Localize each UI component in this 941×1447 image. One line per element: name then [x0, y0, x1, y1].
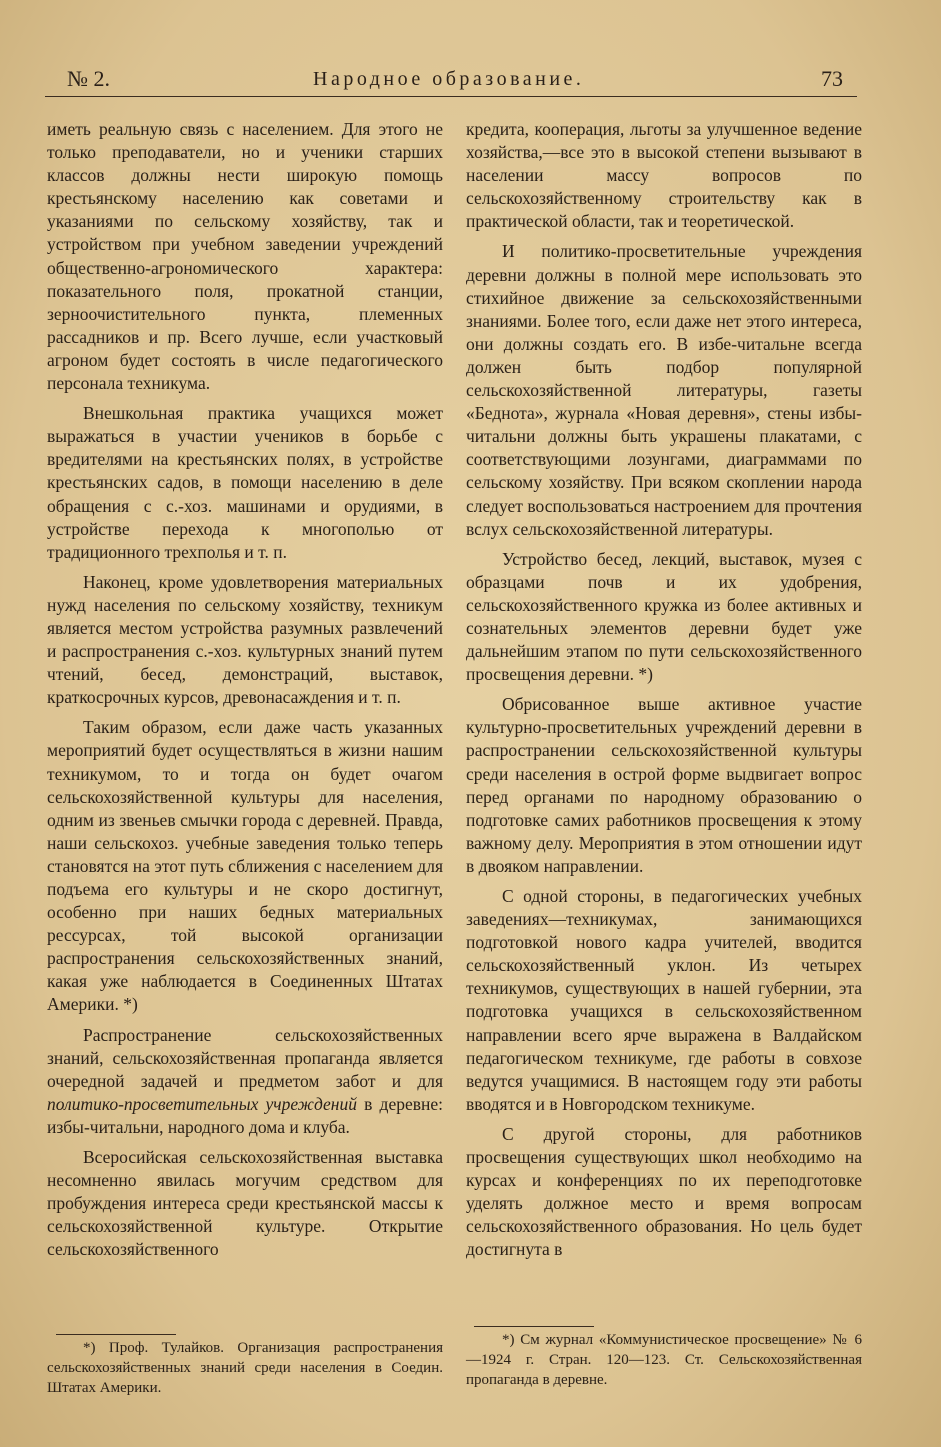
footnote-rule: [474, 1326, 594, 1327]
paragraph: Наконец, кроме удовлетворения материальных нужд населения по сельскому хозяйству, техникум является местом устройства разумных развлечений и распространения с.-хоз. культурных знаний путем чтений, бесед, демонстраций, выставок, краткосрочных курсов, древонасаждения и т. п.: [47, 571, 443, 708]
paragraph: Таким образом, если даже часть указанных мероприятий будет осуществляться в жизни нашим техникумом, то и тогда он будет очагом сельскохозяйственной культуры для населения, одним из звеньев смычки города с деревней. Правда, наши сельскохоз. учебные заведения только теперь становятся на этот путь сближения с населением для подъема его культуры и не скоро достигнут, особенно при наших бедных материальных рессурсах, той высокой организации распространения сельскохозяйственных знаний, какая уже наблюдается в Соединенных Штатах Америки. *): [47, 717, 443, 1015]
page-number: 73: [821, 66, 843, 91]
paragraph: С другой стороны, для работников просвещения существующих школ необходимо на курсах и конференциях по их переподготовке уделять должное место и время вопросам сельскохозяйственного образования. Но цель будет достигнута в: [466, 1123, 862, 1260]
left-footnote: [47, 1338, 443, 1398]
paragraph-text: Распространение сельскохозяйственных знаний, сельскохозяйственная пропаганда является очередной задачей и предметом забот и для: [47, 1024, 443, 1091]
journal-title: Народное образование.: [313, 68, 585, 90]
right-footnote: [466, 1330, 862, 1390]
footnote-text: *) См журнал «Коммунистическое просвещение» № 6—1924 г. Стран. 120—123. Ст. Сельскохозяйственная пропаганда в деревне.: [466, 1332, 862, 1388]
left-column: [47, 118, 443, 1262]
footnote-rule: [56, 1334, 176, 1335]
paragraph: [47, 1024, 443, 1139]
paragraph: И политико-просветительные учреждения деревни должны в полной мере использовать это стихийное движение за сельскохозяйственными знаниями. Более того, если даже нет этого интереса, они должны создать его. В избе-читальне всегда должен быть подбор популярной сельскохозяйственной литературы, газеты «Беднота», журнала «Новая деревня», стены избы-читальни должны быть украшены плакатами, с соответствующими лозунгами, диаграммами по сельскому хозяйству. При всяком скоплении народа следует воспользоваться настроением для прочтения вслух сельскохозяйственной литературы.: [466, 241, 862, 539]
paragraph-text: в деревне: избы-читальни, народного дома и клуба.: [47, 1093, 443, 1137]
paragraph: Внешкольная практика учащихся может выражаться в участии учеников в борьбе с вредителями на крестьянских полях, в устройстве крестьянских садов, в помощи населению в деле обращения с с.-хоз. машинами и орудиями, в устройстве перехода к многополью от традиционного трехполья и т. п.: [47, 403, 443, 562]
paragraph: С одной стороны, в педагогических учебных заведениях—техникумах, занимающихся подготовкой нового кадра учителей, вводится сельскохозяйственный уклон. Из четырех техникумов, существующих в нашей губернии, эта подготовка учащихся в сельскохозяйственном направлении всего ярче выражена в Валдайском педагогическом техникуме, где работы в совхозе ведутся учащимися. В настоящем году эти работы вводятся и в Новгородском техникуме.: [466, 886, 862, 1114]
footnote-text: *) Проф. Тулайков. Организация распространения сельскохозяйственных знаний среди населения в Соедин. Штатах Америки.: [47, 1340, 443, 1396]
italic-phrase: политико-просветительных учреждений: [47, 1093, 357, 1114]
paragraph: иметь реальную связь с населением. Для этого не только преподаватели, но и ученики старших классов должны нести широкую помощь крестьянскому населению как советами и указаниями по сельскому хозяйству, так и устройством при учебном заведении учреждений общественно-агрономического характера: показательного поля, прокатной станции, зерноочистительного пункта, племенных рассадников и пр. Всего лучше, если участковый агроном будет состоять в числе педагогического персонала техникума.: [47, 119, 443, 394]
paragraph: Всеросийская сельскохозяйственная выставка несомненно явилась могучим средством для пробуждения интереса среди крестьянской массы к сельскохозяйственной культуре. Открытие сельскохозяйственного: [47, 1147, 443, 1260]
paragraph: кредита, кооперация, льготы за улучшенное ведение хозяйства,—все это в высокой степени вызывают в населении массу вопросов по сельскохозяйственному строительству как в практической области, так и теоретической.: [466, 119, 862, 232]
paragraph: Устройство бесед, лекций, выставок, музея с образцами почв и их удобрения, сельскохозяйственного кружка из более активных и сознательных элементов деревни будет уже дальнейшим этапом по пути сельскохозяйственного просвещения деревни. *): [466, 548, 862, 685]
right-column: [466, 118, 862, 1262]
issue-number: № 2.: [67, 66, 110, 91]
running-header: [45, 66, 857, 97]
paragraph: Обрисованное выше активное участие культурно-просветительных учреждений деревни в распространении сельскохозяйственной культуры среди населения в острой форме выдвигает вопрос перед органами по народному образованию о подготовке самих работников просвещения к этому важному делу. Мероприятия в этом отношении идут в двояком направлении.: [466, 694, 862, 876]
